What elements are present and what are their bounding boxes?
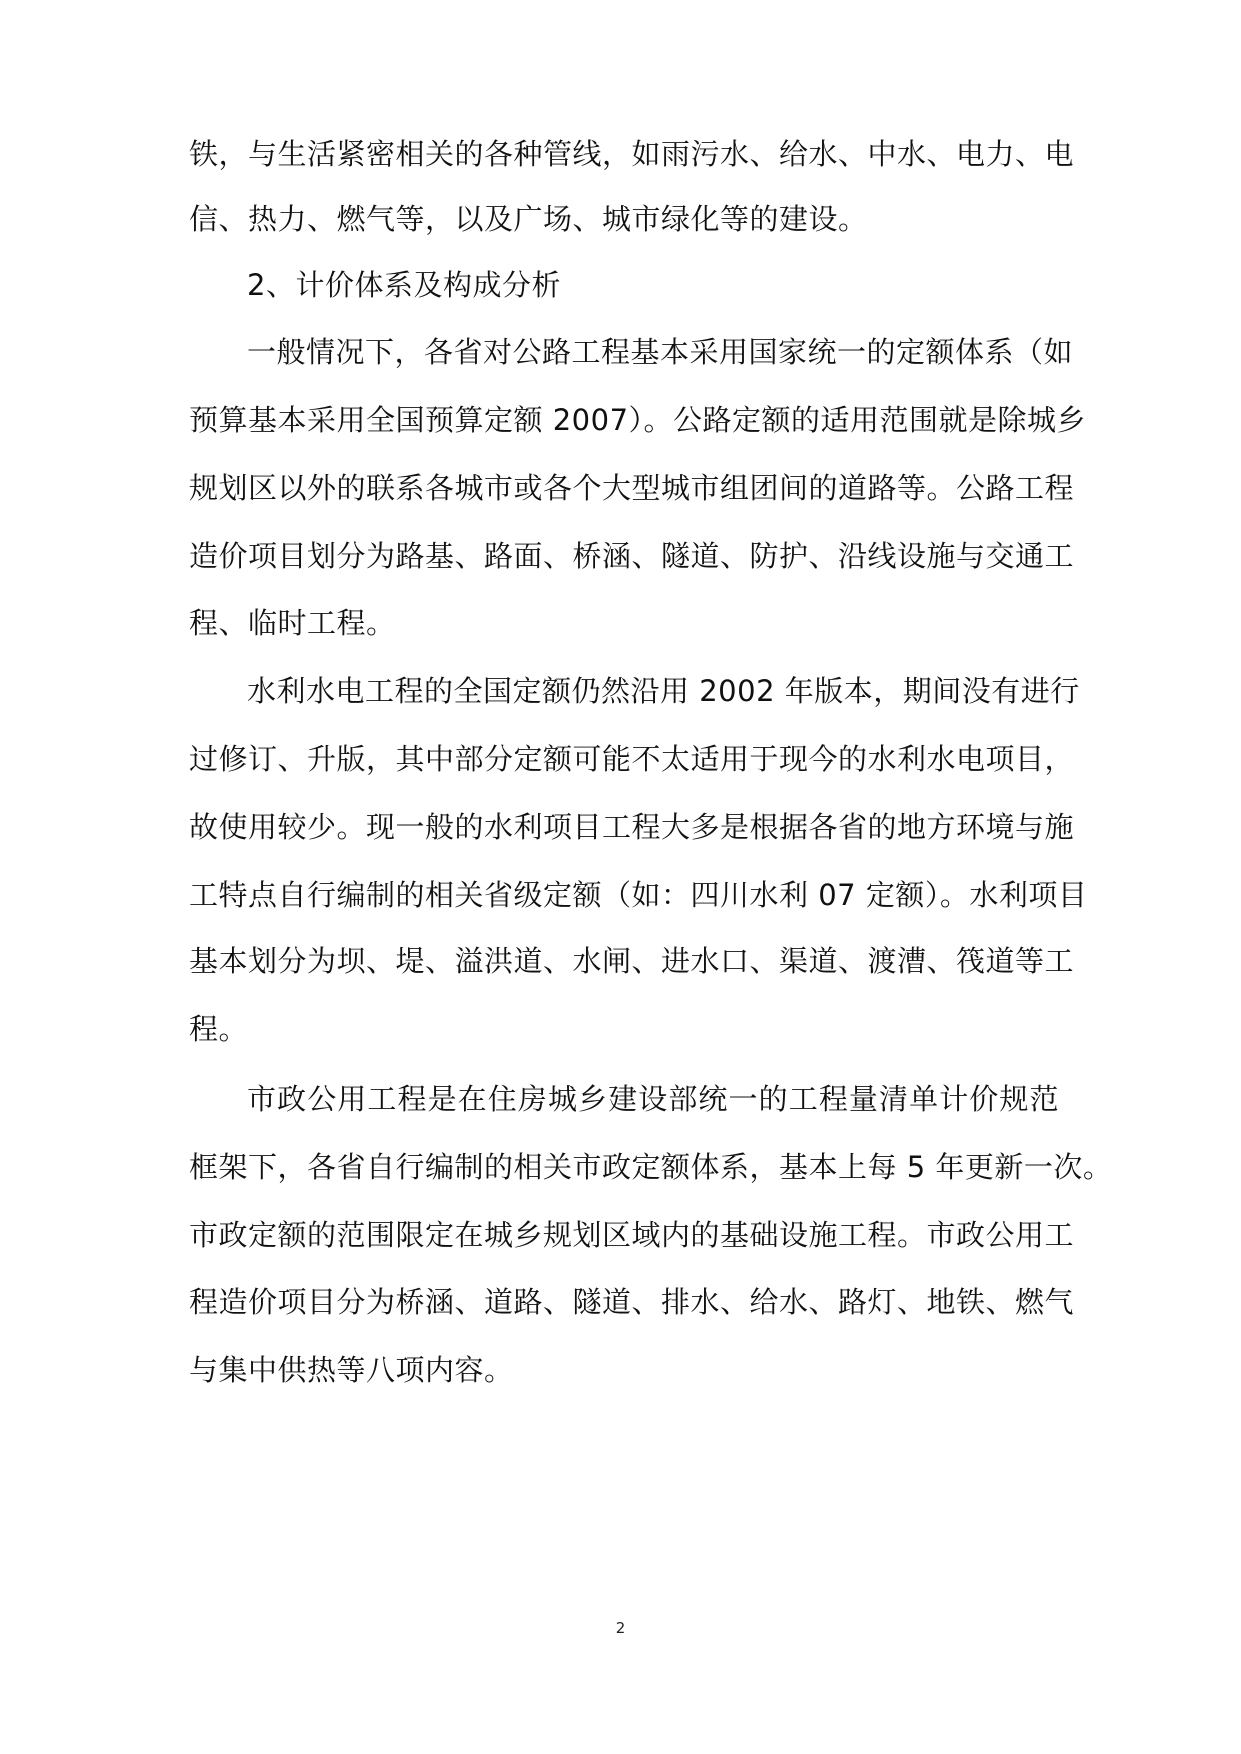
paragraph-line-16: 框架下，各省自行编制的相关市政定额体系，基本上每 5 年更新一次。	[189, 1150, 1113, 1184]
paragraph-line-7: 造价项目划分为路基、路面、桥涵、隧道、防护、沿线设施与交通工	[189, 539, 1075, 573]
paragraph-line-14: 程。	[189, 1012, 249, 1046]
paragraph-line-9: 水利水电工程的全国定额仍然沿用 2002 年版本，期间没有进行	[247, 674, 1080, 708]
paragraph-line-2: 信、热力、燃气等，以及广场、城市绿化等的建设。	[189, 202, 868, 236]
paragraph-line-17: 市政定额的范围限定在城乡规划区域内的基础设施工程。市政公用工	[189, 1218, 1075, 1252]
paragraph-line-1: 铁，与生活紧密相关的各种管线，如雨污水、给水、中水、电力、电	[189, 137, 1075, 171]
paragraph-line-18: 程造价项目分为桥涵、道路、隧道、排水、给水、路灯、地铁、燃气	[189, 1285, 1075, 1319]
paragraph-line-6: 规划区以外的联系各城市或各个大型城市组团间的道路等。公路工程	[189, 471, 1075, 505]
paragraph-line-11: 故使用较少。现一般的水利项目工程大多是根据各省的地方环境与施	[189, 810, 1075, 844]
paragraph-line-8: 程、临时工程。	[189, 606, 396, 640]
paragraph-line-5: 预算基本采用全国预算定额 2007）。公路定额的适用范围就是除城乡	[189, 403, 1087, 437]
paragraph-line-19: 与集中供热等八项内容。	[189, 1353, 514, 1387]
section-heading: 2、计价体系及构成分析	[247, 268, 561, 302]
paragraph-line-13: 基本划分为坝、堤、溢洪道、水闸、进水口、渠道、渡漕、筏道等工	[189, 944, 1075, 978]
paragraph-line-4: 一般情况下，各省对公路工程基本采用国家统一的定额体系（如	[247, 335, 1074, 369]
paragraph-line-12: 工特点自行编制的相关省级定额（如：四川水利 07 定额）。水利项目	[189, 878, 1088, 912]
page-number: 2	[615, 1619, 626, 1637]
paragraph-line-15: 市政公用工程是在住房城乡建设部统一的工程量清单计价规范	[247, 1082, 1059, 1116]
paragraph-line-10: 过修订、升版，其中部分定额可能不太适用于现今的水利水电项目，	[189, 742, 1075, 776]
